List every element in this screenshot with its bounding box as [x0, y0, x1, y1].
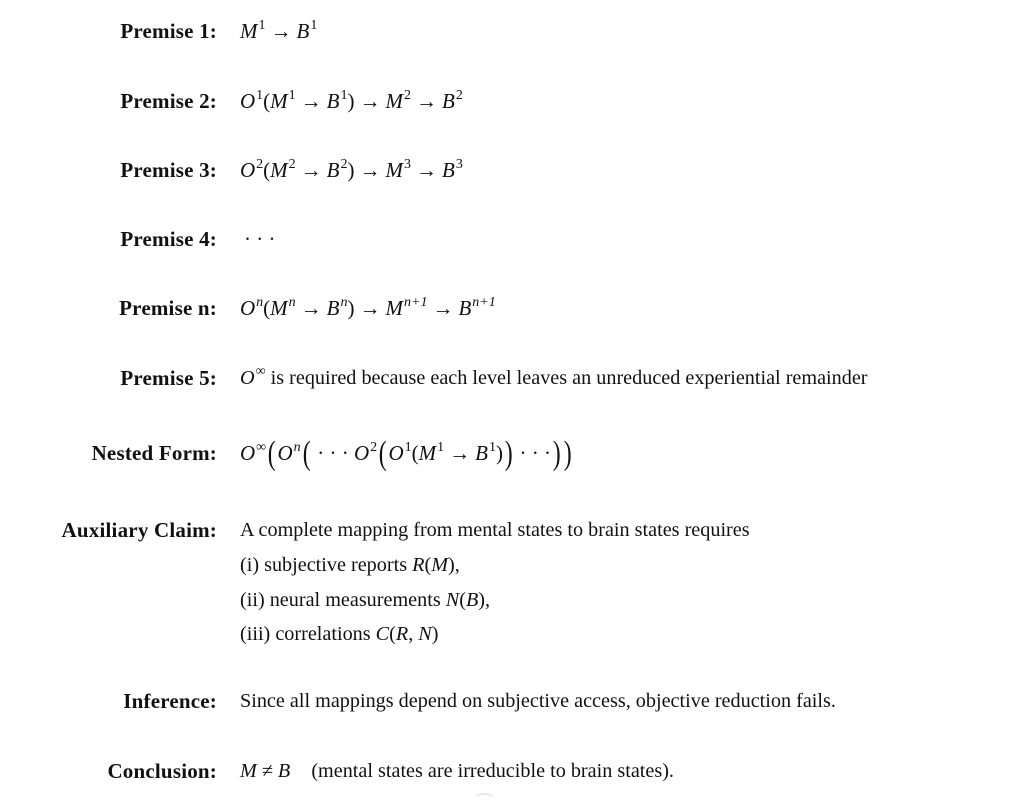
auxiliary-claim-intro: A complete mapping from mental states to brain states requires	[240, 519, 750, 541]
arrow-icon: →	[300, 89, 322, 113]
sup: 1	[340, 88, 348, 103]
premise-5-label: Premise 5:	[120, 366, 217, 390]
arrow-icon: →	[449, 441, 471, 465]
premise-1	[0, 16, 1023, 46]
var-b: B	[326, 296, 340, 320]
big-paren: (	[378, 435, 387, 472]
premise-5	[0, 363, 1023, 393]
comma: ,	[454, 554, 460, 576]
big-paren: (	[302, 435, 311, 472]
var-o: O	[240, 441, 256, 465]
sup: 2	[404, 88, 411, 103]
arrow-icon: →	[270, 19, 292, 43]
paren: )	[347, 89, 355, 113]
var-m: M	[270, 296, 288, 320]
nested-form-label: Nested Form:	[91, 441, 217, 465]
var-b: B	[442, 89, 455, 113]
sup: 1	[488, 440, 496, 455]
arrow-icon: →	[416, 158, 437, 182]
paren: )	[347, 158, 355, 182]
arg-b: B	[465, 589, 479, 611]
conclusion	[0, 756, 1023, 786]
sup: n	[256, 295, 264, 310]
premise-5-sentence: is required because each level leaves an unreduced experiential remainder	[270, 367, 868, 389]
var-m: M	[418, 441, 437, 465]
var-m: M	[240, 19, 258, 43]
sup: 1	[437, 440, 445, 455]
var-m: M	[240, 760, 257, 782]
arrow-icon: →	[359, 296, 381, 320]
premise-4-label: Premise 4:	[120, 227, 217, 251]
faint-decorative-mark	[474, 793, 494, 805]
auxiliary-item-3: (iii) correlations C(R, N)	[240, 623, 439, 645]
sup: n	[288, 295, 296, 310]
var-b: B	[296, 19, 310, 43]
sup: ∞	[256, 440, 267, 455]
comma: ,	[485, 589, 491, 611]
item-text: (iii) correlations	[240, 623, 371, 645]
conclusion-text: (mental states are irreducible to brain states).	[311, 760, 674, 782]
big-paren: )	[552, 435, 561, 472]
arg-n: N	[418, 623, 432, 645]
premise-4	[0, 224, 1023, 254]
infinity-sup: ∞	[255, 364, 266, 380]
auxiliary-item-2: (ii) neural measurements N(B),	[240, 589, 491, 611]
sup: 1	[256, 88, 264, 103]
premise-n-formula	[240, 293, 496, 323]
var-b: B	[326, 89, 340, 113]
var-m: M	[385, 158, 403, 182]
ellipsis: · · ·	[244, 227, 276, 251]
sup: 1	[258, 18, 266, 33]
var-b: B	[442, 158, 455, 182]
paren: )	[347, 296, 355, 320]
var-m: M	[270, 158, 288, 182]
var-b: B	[326, 158, 340, 182]
sup: 1	[404, 440, 412, 455]
premise-3	[0, 155, 1023, 185]
auxiliary-claim	[0, 515, 1023, 545]
sup: n+1	[472, 295, 496, 310]
var-o: O	[240, 296, 256, 320]
conclusion-formula	[240, 756, 674, 786]
paren: (	[411, 441, 419, 465]
premise-5-text	[240, 363, 868, 393]
sup: n	[293, 440, 301, 455]
premise-3-label: Premise 3:	[120, 158, 217, 182]
var-o: O	[240, 89, 256, 113]
sup: 2	[455, 88, 463, 103]
func-c: C	[375, 623, 390, 645]
big-paren: )	[504, 435, 513, 472]
func-r: R	[412, 554, 425, 576]
inference-text: Since all mappings depend on subjective access, objective reduction fails.	[240, 690, 836, 712]
arrow-icon: →	[359, 158, 381, 182]
auxiliary-item-1: (i) subjective reports R(M),	[240, 554, 460, 576]
paren: (	[263, 296, 271, 320]
var-o: O	[353, 441, 370, 465]
sup: 2	[288, 157, 296, 172]
var-b: B	[475, 441, 488, 465]
arg-r: R	[395, 623, 409, 645]
inference	[0, 686, 1023, 716]
sup: 3	[404, 157, 411, 172]
premise-2-formula	[240, 86, 463, 116]
sup: 2	[340, 157, 348, 172]
premise-2-label: Premise 2:	[120, 89, 217, 113]
nested-form-formula	[240, 435, 574, 472]
item-text: (ii) neural measurements	[240, 589, 441, 611]
var-m: M	[270, 89, 288, 113]
var-m: M	[385, 89, 403, 113]
var-o: O	[388, 441, 404, 465]
arrow-icon: →	[300, 296, 322, 320]
arrow-icon: →	[432, 296, 454, 320]
inference-label: Inference:	[123, 689, 217, 713]
sup: 1	[288, 88, 296, 103]
premise-1-label: Premise 1:	[120, 19, 217, 43]
var-o: O	[240, 158, 256, 182]
big-paren: (	[267, 435, 276, 472]
var-o: O	[240, 367, 255, 389]
arg-m: M	[431, 554, 449, 576]
arrow-icon: →	[359, 89, 381, 113]
var-b: B	[277, 760, 291, 782]
premise-2	[0, 86, 1023, 116]
paren: (	[263, 89, 271, 113]
item-text: (i) subjective reports	[240, 554, 408, 576]
auxiliary-claim-label: Auxiliary Claim:	[61, 518, 217, 542]
sup: 2	[256, 157, 264, 172]
sup: n+1	[404, 295, 428, 310]
not-equal-icon: ≠	[261, 760, 273, 782]
func-n: N	[445, 589, 460, 611]
premise-n	[0, 293, 1023, 323]
sup: n	[340, 295, 348, 310]
nested-form	[0, 435, 1023, 472]
premise-3-formula	[240, 155, 463, 185]
arrow-icon: →	[300, 158, 322, 182]
var-b: B	[458, 296, 472, 320]
sup: 3	[455, 157, 463, 172]
big-paren: )	[564, 435, 572, 472]
paren: )	[495, 441, 503, 465]
conclusion-label: Conclusion:	[107, 759, 217, 783]
var-o: O	[277, 441, 293, 465]
paren: (	[263, 158, 271, 182]
sup: 2	[370, 440, 378, 455]
sup: 1	[310, 18, 318, 33]
premise-n-label: Premise n:	[119, 296, 217, 320]
premise-1-formula	[240, 16, 317, 46]
cdots: · · ·	[317, 441, 349, 465]
arrow-icon: →	[416, 89, 437, 113]
var-m: M	[385, 296, 403, 320]
cdots: · · ·	[519, 441, 552, 465]
